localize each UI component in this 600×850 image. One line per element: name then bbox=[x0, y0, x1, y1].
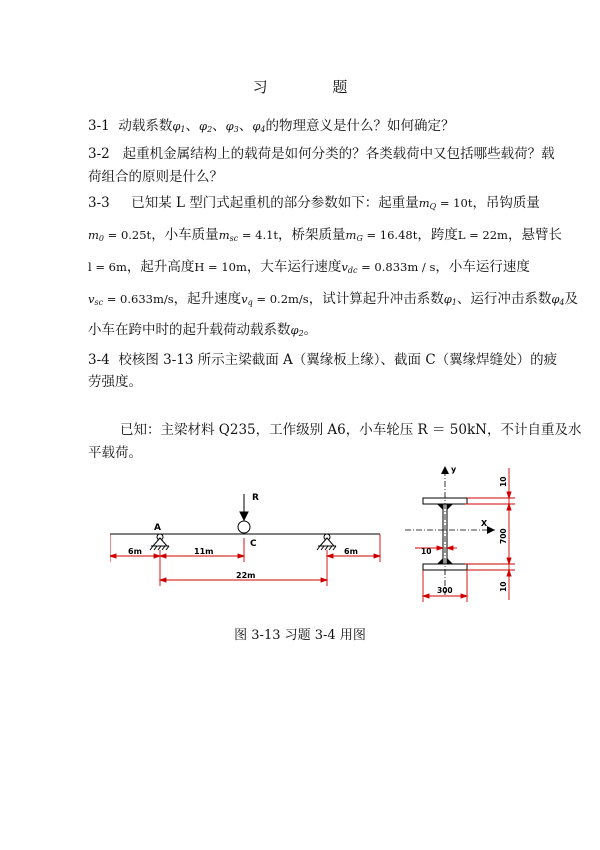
L-value: L = 22m bbox=[457, 228, 508, 242]
section-figure bbox=[405, 460, 535, 610]
phi2-symbol: φ bbox=[290, 323, 299, 337]
dim-mid: 11m bbox=[194, 547, 214, 556]
dim-span: 22m bbox=[236, 571, 256, 580]
phi2-sub: 2 bbox=[207, 125, 213, 134]
x-axis-arrow bbox=[487, 526, 495, 534]
vsc-symbol: v bbox=[88, 292, 95, 306]
load-arrowhead bbox=[240, 512, 248, 520]
phi4-symbol: φ bbox=[551, 292, 560, 306]
q3-text: 已知某 L 型门式起重机的部分参数如下：起重量 bbox=[131, 195, 419, 211]
m0-value: = 0.25t bbox=[104, 228, 152, 242]
mG-symbol: m bbox=[345, 228, 357, 242]
label-c: C bbox=[250, 539, 257, 549]
y-axis-arrow bbox=[441, 466, 449, 474]
q3-line2 bbox=[88, 225, 562, 249]
q2-line2: 荷组合的原则是什么？ bbox=[88, 169, 223, 185]
q3-text: ，跨度 bbox=[417, 227, 458, 243]
dim-right: 6m bbox=[344, 547, 358, 556]
msc-sub: sc bbox=[229, 234, 239, 243]
q1-text-post: 的物理意义是什么？如何确定？ bbox=[265, 118, 455, 134]
q3-line5 bbox=[88, 320, 317, 344]
q3-line4 bbox=[88, 289, 578, 313]
q3-text: ，吊钩质量 bbox=[472, 195, 540, 211]
q4-line1: 校核图 3-13 所示主梁截面 A（翼缘板上缘）、截面 C（翼缘焊缝处）的疲 bbox=[118, 352, 558, 368]
mG-value: = 16.48t bbox=[362, 228, 418, 242]
figure-caption: 图 3-13 习题 3-4 用图 bbox=[234, 628, 366, 643]
vdc-symbol: v bbox=[341, 260, 348, 274]
q3-text: ，小车运行速度 bbox=[435, 259, 530, 275]
sep: 、 bbox=[212, 118, 226, 134]
axis-y-label: y bbox=[451, 465, 457, 474]
phi3-symbol: φ bbox=[225, 119, 234, 133]
question-number: 3-2 bbox=[88, 146, 110, 162]
page-title: 习 题 bbox=[252, 78, 378, 96]
msc-value: = 4.1t bbox=[238, 228, 279, 242]
phi1-symbol: φ bbox=[172, 119, 181, 133]
vdc-sub: dc bbox=[347, 266, 358, 275]
phi1-sub: 1 bbox=[451, 298, 457, 307]
beam-figure bbox=[110, 480, 390, 615]
phi2-sub: 2 bbox=[298, 329, 304, 338]
q3-text: ，起升高度 bbox=[126, 259, 195, 275]
l-value: l = 6m bbox=[88, 260, 127, 274]
sep: 、 bbox=[185, 118, 199, 134]
q3-text: ，桥架质量 bbox=[278, 227, 346, 243]
sep: 、 bbox=[238, 118, 253, 134]
q3-text: 、运行冲击系数 bbox=[456, 291, 552, 307]
vq-symbol: v bbox=[241, 292, 248, 306]
q3-text: ，试计算起升冲击系数 bbox=[308, 291, 444, 307]
vdc-value: = 0.833m / s bbox=[357, 260, 436, 274]
q3-line3 bbox=[88, 257, 530, 281]
q3-text: ，小车质量 bbox=[151, 227, 219, 243]
phi2-symbol: φ bbox=[199, 119, 208, 133]
mQ-value: = 10t bbox=[436, 196, 473, 210]
q3-text: 小车在跨中时的起升载荷动载系数 bbox=[88, 322, 291, 338]
dim-left: 6m bbox=[128, 547, 142, 556]
dim-bottom: 10 bbox=[499, 581, 508, 592]
question-3-4 bbox=[88, 350, 557, 370]
m0-symbol: m bbox=[88, 228, 99, 242]
label-a: A bbox=[154, 523, 161, 533]
phi1-sub: 1 bbox=[180, 125, 186, 134]
vsc-value: = 0.633m/s bbox=[103, 292, 174, 306]
load-label: R bbox=[252, 493, 259, 503]
known-line1: 已知：主梁材料 Q235，工作级别 A6，小车轮压 R ＝ 50kN，不计自重及水 bbox=[120, 422, 582, 438]
q1-text-pre: 动载系数 bbox=[118, 118, 173, 134]
question-3-1 bbox=[88, 116, 454, 140]
mQ-symbol: m bbox=[418, 196, 430, 210]
known-line2: 平载荷。 bbox=[88, 445, 142, 461]
q3-text: ，大车运行速度 bbox=[246, 259, 342, 275]
m0-sub: 0 bbox=[98, 234, 104, 243]
q3-text: 及 bbox=[564, 291, 579, 307]
dim-web: 10 bbox=[421, 547, 432, 556]
q3-text: 。 bbox=[303, 322, 318, 338]
phi4-sub: 4 bbox=[559, 298, 565, 307]
q4-line2: 劳强度。 bbox=[88, 374, 142, 390]
axis-x-label: X bbox=[481, 519, 488, 528]
vq-value: = 0.2m/s bbox=[252, 292, 309, 306]
phi1-symbol: φ bbox=[443, 292, 452, 306]
question-number: 3-4 bbox=[88, 352, 110, 368]
vsc-sub: sc bbox=[94, 298, 104, 307]
support-a bbox=[150, 534, 169, 550]
wheel-circle bbox=[238, 521, 250, 533]
phi4-sub: 4 bbox=[260, 125, 266, 134]
question-3-3 bbox=[88, 193, 540, 217]
question-3-2 bbox=[88, 144, 555, 164]
mG-sub: G bbox=[356, 234, 363, 243]
question-number: 3-1 bbox=[88, 118, 110, 134]
question-number: 3-3 bbox=[88, 195, 110, 211]
H-value: H = 10m bbox=[194, 260, 247, 274]
support-right bbox=[317, 534, 336, 550]
phi4-symbol: φ bbox=[252, 119, 261, 133]
dim-width: 300 bbox=[437, 586, 453, 595]
msc-symbol: m bbox=[218, 228, 230, 242]
phi3-sub: 3 bbox=[233, 125, 239, 134]
q2-line1: 起重机金属结构上的载荷是如何分类的？各类载荷中又包括哪些载荷？载 bbox=[122, 146, 555, 162]
dim-height: 700 bbox=[499, 528, 508, 544]
mQ-sub: Q bbox=[429, 202, 437, 211]
q3-text: ，起升速度 bbox=[173, 291, 242, 307]
vq-sub: q bbox=[247, 298, 253, 307]
q3-text: ，悬臂长 bbox=[507, 227, 562, 243]
dim-top: 10 bbox=[499, 476, 508, 487]
